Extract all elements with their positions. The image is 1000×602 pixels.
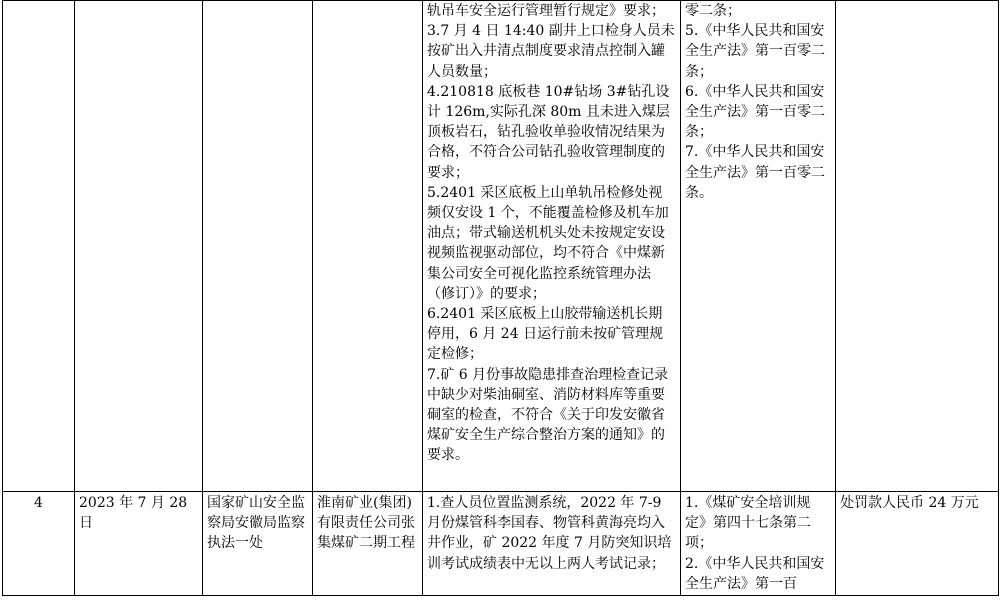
enforcement-table [2,0,999,596]
cell-company-empty [313,1,423,492]
issue-line: 6.2401 采区底板上山胶带输送机长期停用，6 月 24 日运行前未按矿管理规定检修； [427,306,664,363]
cell-issues [423,492,681,596]
cell-issues [423,1,681,492]
cell-basis [681,1,836,492]
table-row [3,492,999,596]
cell-agency-empty [203,1,313,492]
basis-line: 6.《中华人民共和国安全生产法》第一百零二条； [685,83,825,141]
cell-penalty: 处罚款人民币 24 万元 [836,492,999,596]
cell-agency: 国家矿山安全监察局安徽局监察执法一处 [203,492,313,596]
basis-line: 7.《中华人民共和国安全生产法》第一百零二条。 [685,144,825,201]
cell-number-empty [3,1,75,492]
issue-line: 3.7 月 4 日 14:40 副井上口检身人员未按矿出入井清点制度要求清点控制入罐人员数量； [427,23,675,80]
basis-line: 1.《煤矿安全培训规定》第四十七条第二项； [685,495,811,552]
basis-line: 2.《中华人民共和国安全生产法》第一百 [685,555,825,592]
cell-penalty-empty [836,1,999,492]
issue-line: 7.矿 6 月份事故隐患排查治理检查记录中缺少对柴油硐室、消防材料库等重要硐室的检查，不符合《关于印发安徽省煤矿安全生产综合整治方案的通知》的要求。 [427,366,669,464]
basis-line: 5.《中华人民共和国安全生产法》第一百零二条； [685,23,825,80]
table-row-continued [3,1,999,492]
cell-basis [681,492,836,596]
issue-line: 5.2401 采区底板上山单轨吊检修处视频仅安设 1 个，不能覆盖检修及机车加油点；带式输送机机头处未按规定安设视频监视驱动部位，均不符合《中煤新集公司安全可视化监控系统管理办法（修订）》的要求； [427,184,669,302]
cell-date: 2023 年 7 月 28 日 [75,492,203,596]
issue-line: 轨吊车安全运行管理暂行规定》要求； [427,3,665,19]
basis-line: 零二条； [685,3,741,19]
issue-line: 4.210818 底板巷 10#钻场 3#钻孔设计 126m,实际孔深 80m 且未进入煤层顶板岩石，钻孔验收单验收情况结果为合格，不符合公司钻孔验收管理制度的要求； [427,83,670,181]
cell-date-empty [75,1,203,492]
issue-line: 1.查人员位置监测系统，2022 年 7-9 月份煤管科李国春、物管科黄海亮均入井作业，矿 2022 年度 7 月防突知识培训考试成绩表中无以上两人考试记录； [427,495,672,572]
cell-company: 淮南矿业(集团)有限责任公司张集煤矿二期工程 [313,492,423,596]
cell-number: 4 [3,492,75,596]
